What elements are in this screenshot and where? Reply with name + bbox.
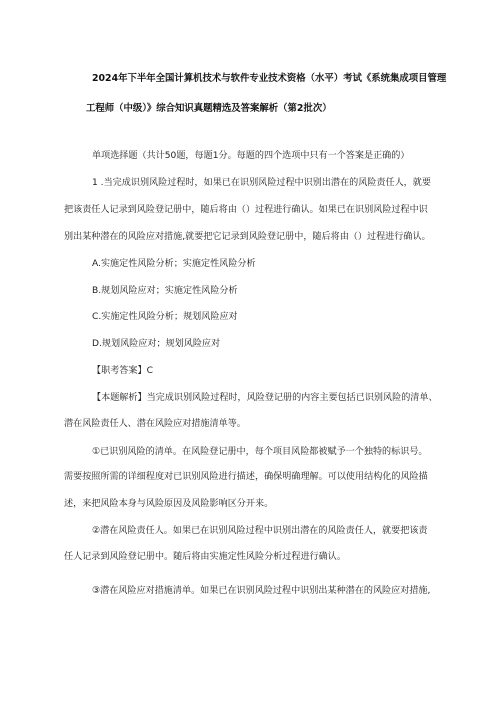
question-1-text-line2: 把该责任人记录到风险登记册中，随后将由（）过程进行确认。如果已在识别风险过程中识: [64, 205, 428, 215]
question-1-text-line3: 别出某种潜在的风险应对措施,就要把它记录到风险登记册中，随后将由（）过程进行确认。: [64, 232, 431, 242]
section-intro: 单项选择题（共计50题，每题1分。每题的四个选项中只有一个答案是正确的）: [92, 151, 410, 161]
document-title-line1: 2024年下半年全国计算机技术与软件专业技术资格（水平）考试《系统集成项目管理: [92, 73, 447, 84]
document-title-line2: 工程师（中级）》综合知识真题精选及答案解析（第2批次）: [86, 103, 332, 114]
analysis-p2-line1: ①已识别风险的清单。在风险登记册中，每个项目风险都被赋予一个独特的标识号。: [92, 447, 428, 457]
analysis-p3-line1: ②潜在风险责任人。如果已在识别风险过程中识别出潜在的风险责任人，就要把该责: [92, 526, 428, 536]
analysis-p2-line3: 述，来把风险本身与风险原因及风险影响区分开来。: [64, 499, 274, 509]
analysis-p3-line2: 任人记录到风险登记册中。随后将由实施定性风险分析过程进行确认。: [64, 552, 346, 562]
analysis-p1-line2: 潜在风险责任人、潜在风险应对措施清单等。: [64, 419, 246, 429]
option-c: C.实施定性风险分析；规划风险应对: [92, 312, 238, 322]
answer-label: 【职考答案】C: [92, 366, 153, 376]
option-b: B.规划风险应对；实施定性风险分析: [92, 286, 238, 296]
analysis-p4-line1: ③潜在风险应对措施清单。如果已在识别风险过程中识别出某种潜在的风险应对措施,: [92, 586, 431, 596]
option-a: A.实施定性风险分析；实施定性风险分析: [92, 259, 256, 269]
option-d: D.规划风险应对；规划风险应对: [92, 339, 221, 349]
question-1-text-line1: 1 .当完成识别风险过程时，如果已在识别风险过程中识别出潜在的风险责任人，就要: [92, 178, 431, 188]
analysis-p2-line2: 需要按照所需的详细程度对已识别风险进行描述，确保明确理解。可以使用结构化的风险描: [64, 472, 428, 482]
analysis-p1-line1: 【本题解析】当完成识别风险过程时，风险登记册的内容主要包括已识别风险的清单、: [92, 393, 438, 403]
